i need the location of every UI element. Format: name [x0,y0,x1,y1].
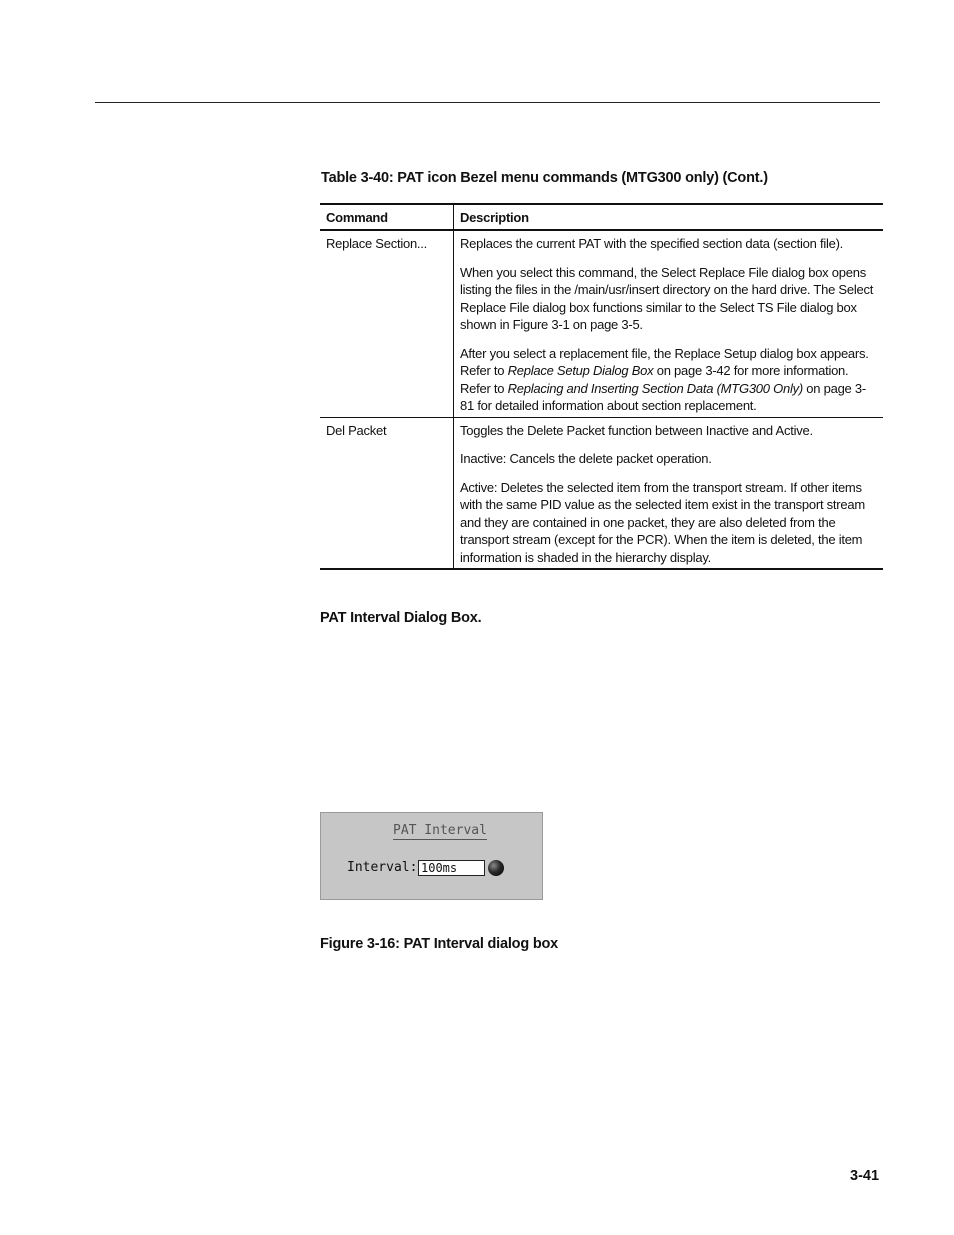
command-cell: Replace Section... [320,230,454,417]
command-table [320,203,883,570]
description-paragraph: Active: Deletes the selected item from the transport stream. If other items with the same PID value as the selected item exist in the transport stream and they are contained in one packet, they are also deleted from the transport stream (except for the PCR). When the item is deleted, the item information is shaded in the hierarchy display. [460,479,865,565]
section-heading: PAT Interval Dialog Box. [320,610,482,626]
page-number: 3-41 [850,1168,880,1184]
description-paragraph: Replaces the current PAT with the specified section data (section file). [460,236,844,251]
description-paragraph: When you select this command, the Select Replace File dialog box opens listing the files in the /main/usr/insert directory on the hard drive. The Select Replace File dialog box functions similar to the Select TS File dialog box shown in Figure 3-1 on page 3-5. [460,264,874,332]
description-paragraph: Inactive: Cancels the delete packet operation. [460,451,712,466]
column-header-description: Description [454,204,884,230]
description-cell [454,230,884,417]
description-paragraph: Toggles the Delete Packet function between Inactive and Active. [460,422,813,438]
text-run: After you select a replacement file, the Replace Setup dialog box appears. Refer to [460,345,869,378]
description-paragraph [460,345,879,415]
interval-field[interactable]: 100ms [418,860,485,876]
pat-interval-dialog [320,812,543,900]
dialog-title: PAT Interval [393,823,487,838]
column-header-command: Command [320,204,454,230]
text-run: on page 3-42 for more information. Refer to [460,363,849,396]
table-row [320,230,883,417]
interval-label: Interval: [347,860,418,875]
figure-caption: Figure 3-16: PAT Interval dialog box [320,936,558,952]
text-run: on page 3-81 for detailed information about section replacement. [460,380,866,413]
header-rule [95,102,880,103]
command-cell: Del Packet [320,417,454,569]
cross-reference: Replace Setup Dialog Box [507,363,654,378]
table-row [320,417,883,569]
table-caption: Table 3-40: PAT icon Bezel menu commands (MTG300 only) (Cont.) [321,170,768,186]
description-cell [454,417,884,569]
knob-icon[interactable] [488,860,504,876]
cross-reference: Replacing and Inserting Section Data (MTG300 Only) [507,380,803,396]
